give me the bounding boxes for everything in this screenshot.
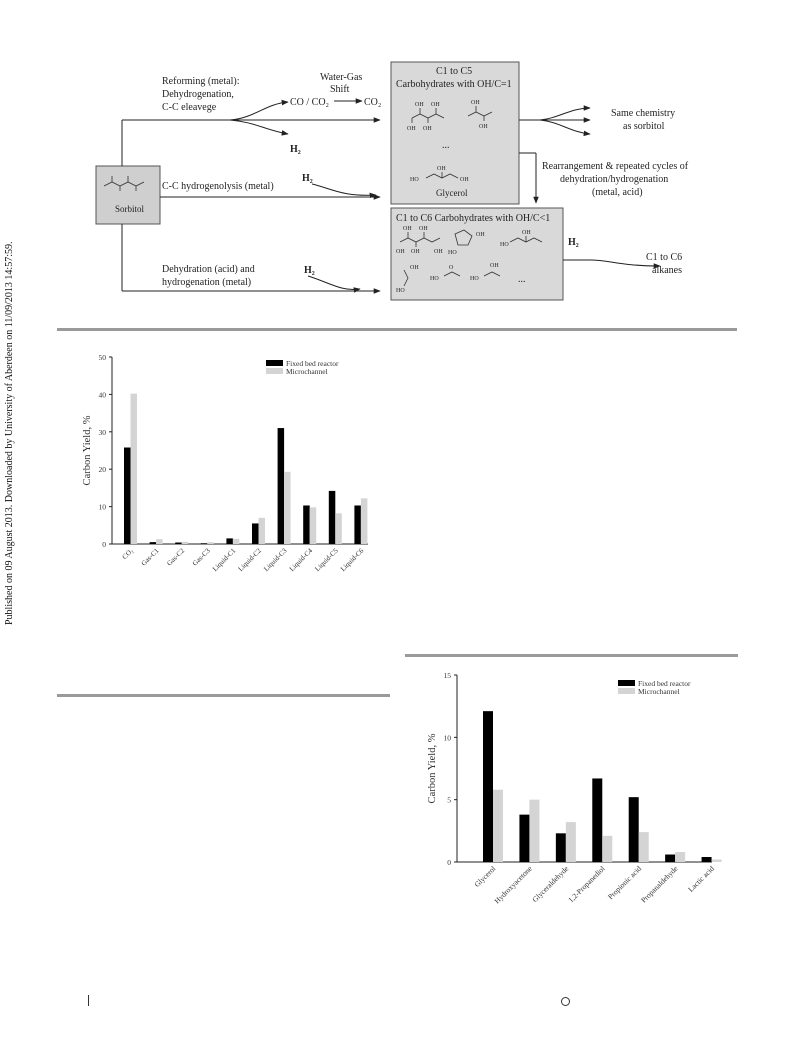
- section-rule: [57, 328, 737, 331]
- h2-right: H₂: [568, 237, 579, 248]
- bar-microchannel: [639, 832, 649, 862]
- box2-oh: OH: [476, 232, 485, 238]
- bar-fixed-bed-reactor: [175, 543, 182, 544]
- sorbitol-box: [96, 166, 160, 224]
- bar-microchannel: [182, 542, 189, 544]
- box2-oh: OH: [522, 230, 531, 236]
- bar-fixed-bed-reactor: [226, 538, 233, 544]
- box2-oh: OH: [434, 249, 443, 255]
- box2-ho: HO: [448, 250, 457, 256]
- category-label: Gas-C1: [139, 546, 161, 568]
- box2-ellipsis: ...: [518, 274, 526, 285]
- category-label: Liquid-C6: [339, 546, 366, 574]
- co-co2-label: CO / CO₂: [290, 97, 330, 108]
- bar-microchannel: [156, 539, 163, 544]
- bar-fixed-bed-reactor: [354, 505, 361, 544]
- same-chem-label-2: as sorbitol: [623, 121, 665, 132]
- y-tick-label: 30: [98, 427, 106, 437]
- box1-oh: OH: [431, 102, 440, 108]
- box2-ho: HO: [396, 288, 405, 294]
- legend-swatch: [618, 688, 635, 694]
- bar-fixed-bed-reactor: [252, 523, 259, 544]
- y-tick-label: 0: [447, 858, 451, 867]
- legend-swatch: [618, 680, 635, 686]
- bar-fixed-bed-reactor: [556, 833, 566, 862]
- bar-fixed-bed-reactor: [150, 542, 157, 544]
- h2-bot-arrow: [308, 276, 360, 290]
- path-mid-label: C-C hydrogenolysis (metal): [162, 181, 274, 192]
- legend-label: Fixed bed reactor: [638, 679, 691, 688]
- bar-microchannel: [259, 518, 266, 544]
- bar-fixed-bed-reactor: [665, 855, 675, 862]
- box2-o: O: [449, 265, 454, 271]
- box1-oh: OH: [415, 102, 424, 108]
- section-rule: [57, 694, 390, 697]
- same-chem-label-1: Same chemistry: [611, 108, 676, 119]
- bar-fixed-bed-reactor: [629, 797, 639, 862]
- legend-label: Microchannel: [638, 687, 680, 696]
- same-chem-arrow-up: [540, 108, 590, 120]
- y-axis-label: Carbon Yield, %: [82, 415, 93, 486]
- footer-divider: [88, 995, 89, 1006]
- h2-mid-arrow: [312, 184, 376, 195]
- bar-microchannel: [335, 513, 342, 544]
- rearr-label-1: Rearrangement & repeated cycles of: [542, 161, 689, 172]
- y-tick-label: 5: [447, 795, 451, 805]
- bar-microchannel: [207, 542, 214, 544]
- box1-title-1: C1 to C5: [436, 66, 473, 77]
- y-tick-label: 15: [443, 671, 451, 680]
- sorbitol-reaction-scheme: [90, 60, 720, 310]
- category-label: Gas-C2: [165, 546, 187, 568]
- category-label: Gas-C3: [190, 546, 212, 568]
- path-top-label-2: Dehydrogenation,: [162, 89, 234, 100]
- wgs-label-2: Shift: [330, 84, 350, 95]
- box2-oh: OH: [419, 226, 428, 232]
- category-label: Glycerol: [472, 864, 498, 889]
- alkanes-label-1: C1 to C6: [646, 252, 683, 263]
- glycerol-label: Glycerol: [436, 188, 468, 198]
- category-label: Propionic acid: [605, 864, 644, 902]
- box2-oh: OH: [410, 265, 419, 271]
- bar-fixed-bed-reactor: [483, 711, 493, 862]
- legend-swatch: [266, 368, 283, 374]
- bar-fixed-bed-reactor: [519, 815, 529, 862]
- box1-oh: OH: [471, 100, 480, 106]
- rearr-label-3: (metal, acid): [592, 187, 643, 198]
- rearr-label-2: dehydration/hydrogenation: [560, 174, 669, 185]
- y-tick-label: 10: [98, 502, 106, 512]
- bar-microchannel: [529, 800, 539, 862]
- box2-ho: HO: [500, 242, 509, 248]
- sorbitol-label: Sorbitol: [115, 204, 145, 214]
- section-rule: [405, 654, 738, 657]
- box2-oh: OH: [403, 226, 412, 232]
- box2-ho: HO: [430, 276, 439, 282]
- bar-fixed-bed-reactor: [329, 491, 336, 544]
- bar-fixed-bed-reactor: [124, 448, 131, 544]
- h2-top: H₂: [290, 144, 301, 155]
- legend-label: Fixed bed reactor: [286, 359, 339, 368]
- bar-fixed-bed-reactor: [592, 778, 602, 862]
- alkanes-label-2: alkanes: [652, 265, 682, 276]
- bar-microchannel: [493, 790, 503, 862]
- legend-swatch: [266, 360, 283, 366]
- top-path-branch-down: [230, 120, 288, 134]
- bar-microchannel: [131, 394, 138, 544]
- path-bot-label-1: Dehydration (acid) and: [162, 264, 255, 275]
- category-label: Hydroxyacetone: [492, 864, 534, 906]
- y-tick-label: 50: [98, 353, 106, 362]
- box2-ho: HO: [470, 276, 479, 282]
- path-bot-label-2: hydrogenation (metal): [162, 277, 252, 288]
- y-axis-label: Carbon Yield, %: [427, 733, 438, 804]
- path-top-label-3: C-C eleavege: [162, 102, 217, 113]
- category-label: Glyceraldehyde: [530, 864, 571, 904]
- box2-oh: OH: [490, 263, 499, 269]
- category-label: Liquid-C3: [262, 546, 289, 574]
- box1-ellipsis: ...: [442, 140, 450, 151]
- co2-product: CO₂: [364, 97, 382, 108]
- y-tick-label: 40: [98, 390, 106, 400]
- bar-fixed-bed-reactor: [303, 505, 310, 544]
- h2-bot: H₂: [304, 265, 315, 276]
- category-label: 1,2-Propanediol: [566, 864, 607, 905]
- box1-oh: OH: [407, 126, 416, 132]
- y-tick-label: 0: [102, 540, 106, 549]
- footer-circle-icon: [561, 997, 570, 1006]
- legend-label: Microchannel: [286, 367, 328, 376]
- category-label: Liquid-C2: [236, 546, 263, 574]
- same-chem-arrow-down: [540, 120, 590, 134]
- bar-microchannel: [566, 822, 576, 862]
- bar-microchannel: [233, 539, 240, 544]
- box1-title-2: Carbohydrates with OH/C=1: [396, 79, 512, 90]
- bar-microchannel: [602, 836, 612, 862]
- product-distribution-chart-1: [70, 340, 370, 590]
- category-label: CO₂: [120, 546, 135, 562]
- box2-oh: OH: [396, 249, 405, 255]
- side-note-text: Published on 09 August 2013. Downloaded by University of Aberdeen on 11/09/2013 14:57:59.: [4, 241, 15, 625]
- category-label: Liquid-C4: [287, 546, 315, 574]
- bar-microchannel: [712, 860, 722, 862]
- y-tick-label: 20: [98, 465, 106, 475]
- box1-oh: OH: [437, 166, 446, 172]
- box1-oh: OH: [423, 126, 432, 132]
- bar-microchannel: [310, 507, 317, 544]
- top-path-branch-up: [230, 102, 288, 120]
- y-tick-label: 10: [443, 733, 451, 743]
- bar-fixed-bed-reactor: [702, 857, 712, 862]
- wgs-label-1: Water-Gas: [320, 72, 363, 83]
- box1-oh: OH: [460, 177, 469, 183]
- bar-fixed-bed-reactor: [201, 543, 208, 544]
- category-label: Lactic acid: [686, 864, 716, 894]
- box1-ho: HO: [410, 177, 419, 183]
- category-label: Liquid-C5: [313, 546, 340, 574]
- bar-microchannel: [361, 498, 368, 544]
- category-label: Propanaldehyde: [639, 864, 680, 905]
- box2-title: C1 to C6 Carbohydrates with OH/C<1: [396, 213, 551, 224]
- box2-oh: OH: [411, 249, 420, 255]
- box1-oh: OH: [479, 124, 488, 130]
- bar-microchannel: [284, 472, 291, 544]
- path-top-label-1: Reforming (metal):: [162, 76, 240, 87]
- bar-fixed-bed-reactor: [278, 428, 285, 544]
- category-label: Liquid-C1: [211, 546, 238, 574]
- bar-microchannel: [675, 852, 685, 862]
- h2-mid: H₂: [302, 173, 313, 184]
- product-distribution-chart-2: [415, 665, 725, 935]
